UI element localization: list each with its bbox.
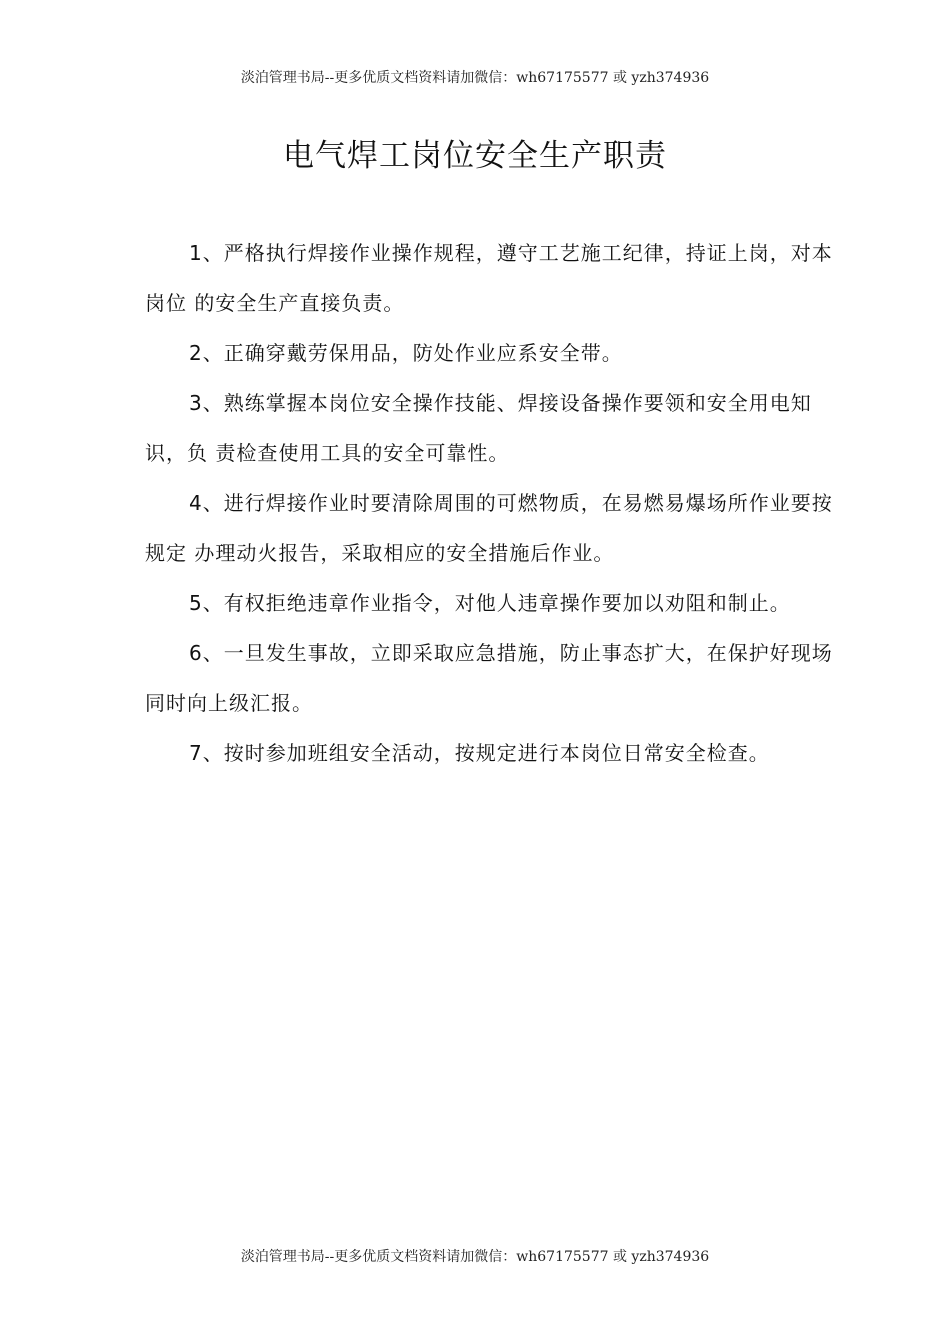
duty-item-2: 2、正确穿戴劳保用品，防处作业应系安全带。 xyxy=(189,341,623,365)
duty-item-5: 5、有权拒绝违章作业指令，对他人违章操作要加以劝阻和制止。 xyxy=(189,591,791,615)
duty-item-1: 1、严格执行焊接作业操作规程，遵守工艺施工纪律，持证上岗，对本岗位 的安全生产直接负责。 xyxy=(145,241,833,315)
duty-item-4: 4、进行焊接作业时要清除周围的可燃物质，在易燃易爆场所作业要按规定 办理动火报告，采取相应的安全措施后作业。 xyxy=(145,491,833,565)
page-header: 淡泊管理书局--更多优质文档资料请加微信：wh67175577 或 yzh374936 xyxy=(240,70,710,86)
duty-item-6: 6、一旦发生事故，立即采取应急措施，防止事态扩大，在保护好现场同时向上级汇报。 xyxy=(145,641,833,715)
page-footer: 淡泊管理书局--更多优质文档资料请加微信：wh67175577 或 yzh374936 xyxy=(240,1249,710,1265)
duty-item-3: 3、熟练掌握本岗位安全操作技能、焊接设备操作要领和安全用电知识，负 责检查使用工具的安全可靠性。 xyxy=(145,391,812,465)
document-body xyxy=(145,228,835,778)
duty-item-7: 7、按时参加班组安全活动，按规定进行本岗位日常安全检查。 xyxy=(189,741,770,765)
document-title: 电气焊工岗位安全生产职责 xyxy=(283,138,667,174)
